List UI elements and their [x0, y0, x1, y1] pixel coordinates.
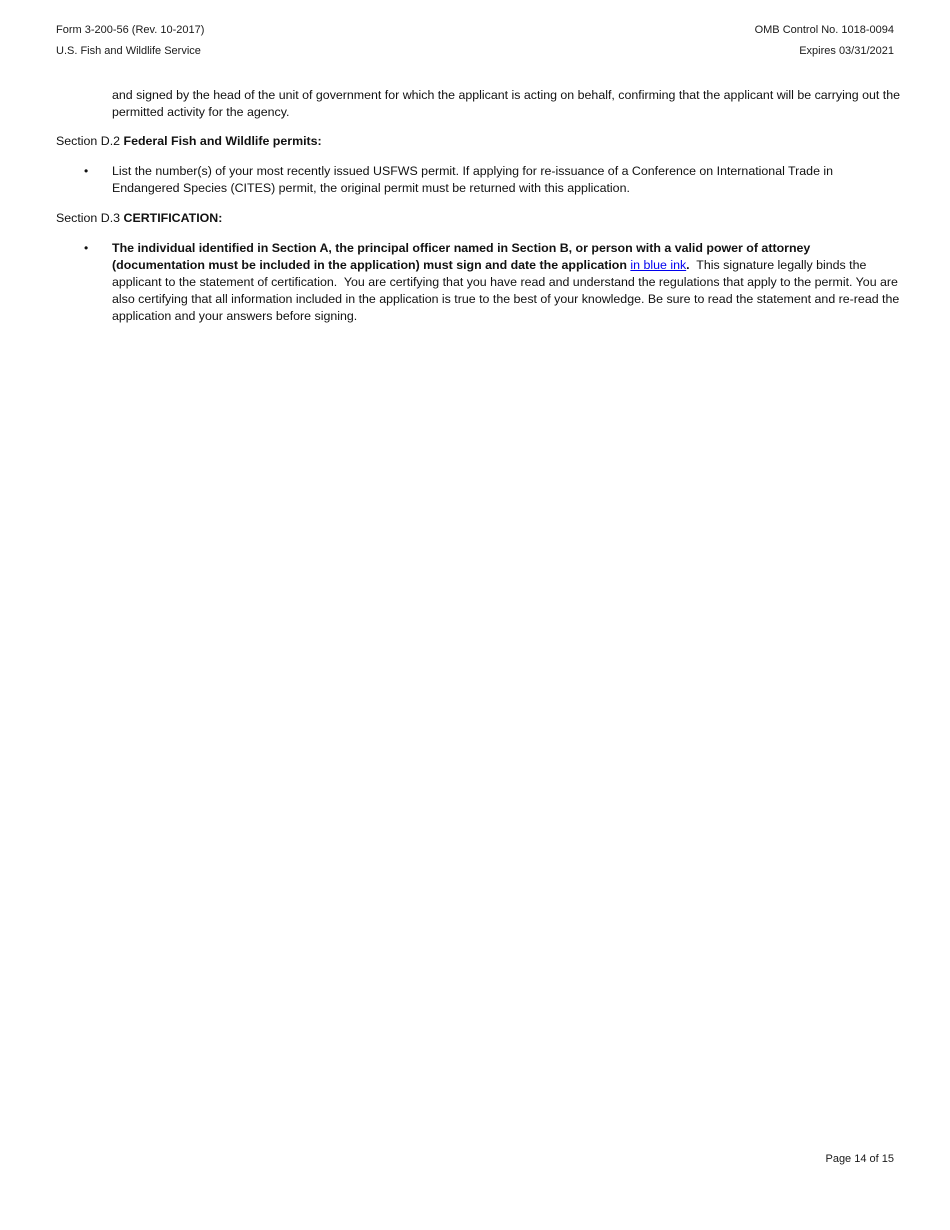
certification-bold-text: The individual identified in Section A, the principal officer named in Section B, or person with a valid power of attorney (documentation must be included in the application) must sign and date the application [112, 241, 811, 272]
section-d2-heading [56, 133, 322, 150]
section-d2-bullet-text: List the number(s) of your most recently issued USFWS permit. If applying for re-issuance of a Conference on International Trade in Endangered Species (CITES) permit, the original permit must be returned with this application. [112, 164, 834, 195]
section-d3-title: CERTIFICATION: [123, 211, 223, 225]
omb-control-number: OMB Control No. 1018-0094 [754, 24, 894, 36]
bullet-icon: • [84, 164, 89, 178]
certification-text: This signature legally binds the applicant to the statement of certification. You are certifying that you have read and understand the regulations that apply to the permit. You are also certifying that all information included in the application is true to the best of your knowledge. Be sure to read the statement and re-read the application and your answers before signing. [112, 258, 903, 323]
section-d3-heading [56, 210, 222, 227]
bold-period: . [686, 258, 690, 272]
continued-paragraph: and signed by the head of the unit of government for which the applicant is acting on behalf, confirming that the applicant will be carrying out the permitted activity for the agency. [112, 88, 900, 119]
section-d3-bullet-text [112, 240, 902, 325]
section-d2-prefix: Section D.2 [56, 134, 124, 148]
blue-ink-link[interactable]: in blue ink [630, 258, 687, 272]
page-number: Page 14 of 15 [825, 1153, 894, 1165]
expiration-date: Expires 03/31/2021 [799, 45, 894, 57]
form-number: Form 3-200-56 (Rev. 10-2017) [56, 24, 205, 36]
section-d3-bullet [84, 240, 904, 325]
agency-name: U.S. Fish and Wildlife Service [56, 45, 201, 57]
section-d2-bullet [84, 163, 904, 197]
bullet-icon: • [84, 241, 89, 255]
section-d2-title: Federal Fish and Wildlife permits: [123, 134, 322, 148]
section-d3-prefix: Section D.3 [56, 211, 124, 225]
